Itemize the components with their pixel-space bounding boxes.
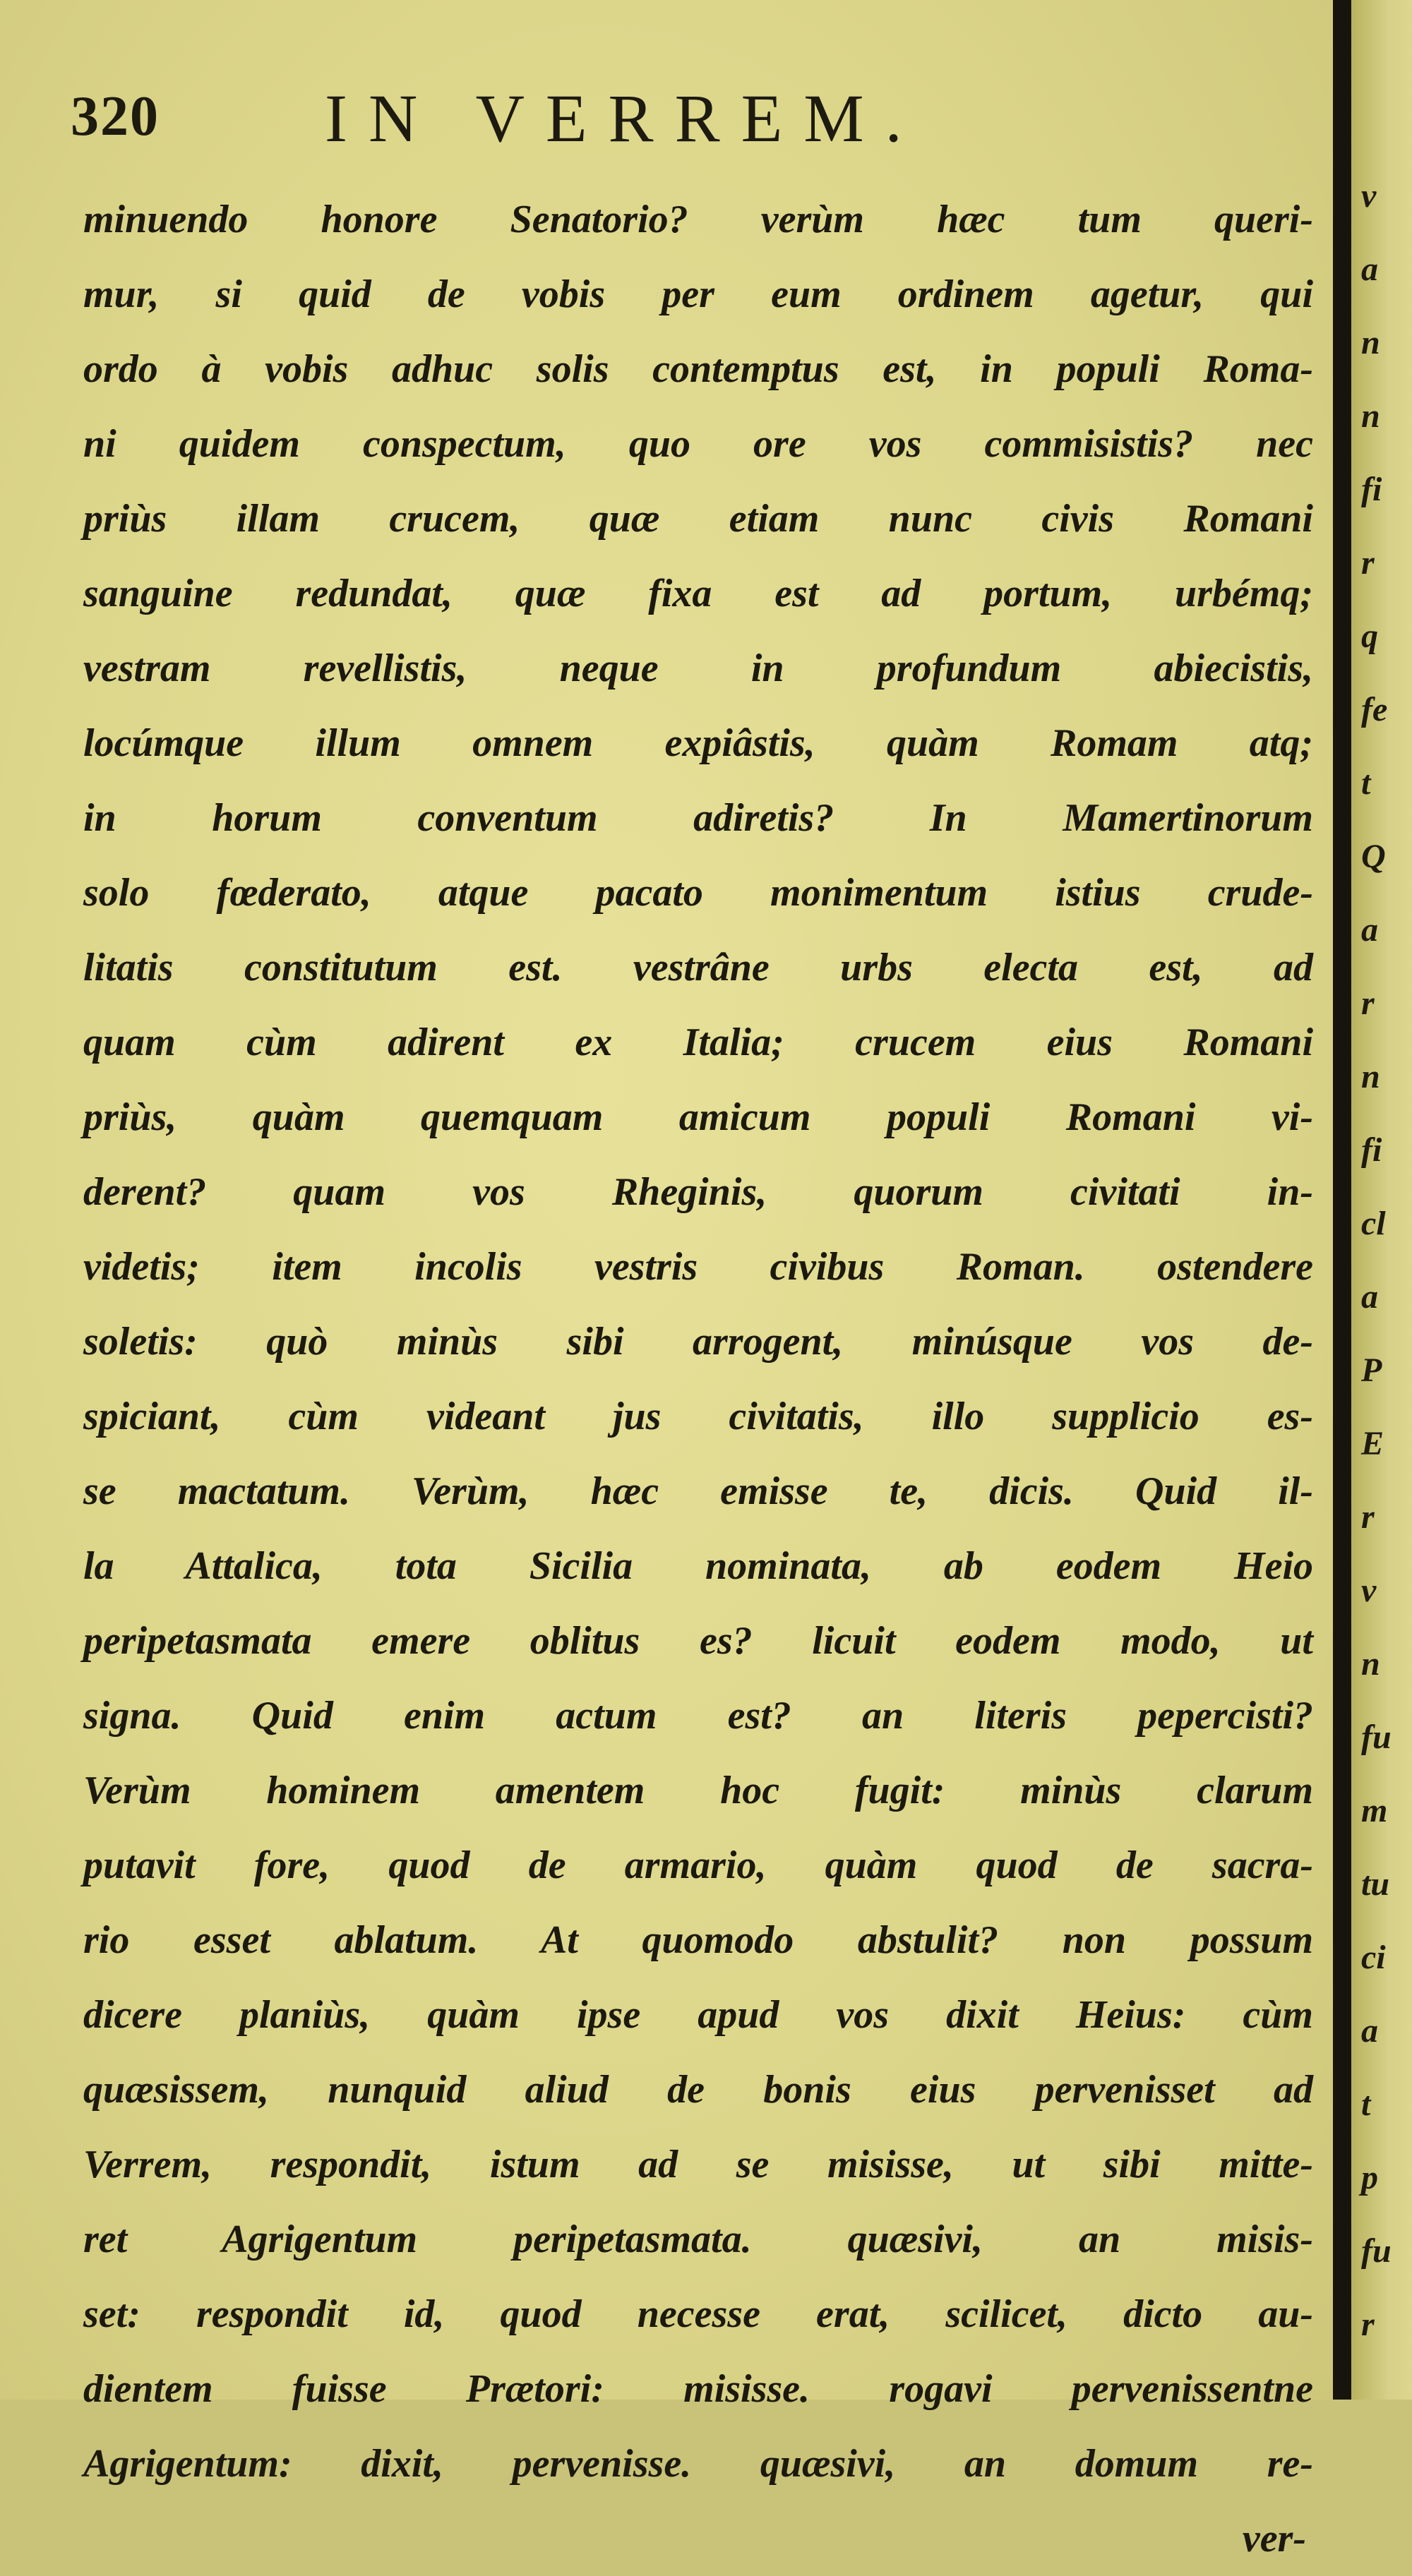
adjacent-page-fragment: fi (1361, 471, 1382, 508)
adjacent-page-fragment: fu (1361, 2232, 1392, 2270)
adjacent-page-fragment: v (1361, 177, 1377, 215)
adjacent-page-fragment: r (1361, 985, 1375, 1022)
adjacent-page-fragment: fu (1361, 1719, 1392, 1756)
text-line: ret Agrigentum peripetasmata. quæsivi, an misis- (83, 2217, 1313, 2261)
text-line: priùs, quàm quemquam amicum populi Romani vi- (83, 1095, 1313, 1139)
adjacent-page-fragment: v (1361, 1572, 1377, 1609)
adjacent-page-fragment: P (1361, 1352, 1382, 1389)
text-line: quæsissem, nunquid aliud de bonis eius pervenisset ad (83, 2068, 1313, 2112)
running-title: IN VERREM. (325, 80, 923, 156)
text-line: ni quidem conspectum, quo ore vos commisistis? nec (83, 422, 1313, 466)
body-text (83, 182, 1313, 2576)
adjacent-page-fragment: a (1361, 1278, 1378, 1316)
adjacent-page-fragment: r (1361, 2306, 1375, 2343)
adjacent-page-fragment: n (1361, 1058, 1380, 1095)
text-line: minuendo honore Senatorio? verùm hæc tum queri- (83, 198, 1313, 241)
adjacent-page-fragment: E (1361, 1425, 1384, 1462)
text-line: quam cùm adirent ex Italia; crucem eius Romani (83, 1021, 1313, 1064)
text-line: in horum conventum adiretis? In Mamertinorum (83, 796, 1313, 840)
page-gutter-shadow (1333, 0, 1351, 2400)
text-line: derent? quam vos Rheginis, quorum civitati in- (83, 1170, 1313, 1214)
text-line: putavit fore, quod de armario, quàm quod de sacra- (83, 1843, 1313, 1887)
adjacent-page-fragment: cl (1361, 1205, 1386, 1242)
text-line: soletis: quò minùs sibi arrogent, minúsque vos de- (83, 1320, 1313, 1364)
adjacent-page-fragment: t (1361, 2086, 1371, 2123)
adjacent-page-fragment: q (1361, 618, 1378, 655)
text-line: peripetasmata emere oblitus es? licuit eodem modo, ut (83, 1619, 1313, 1663)
adjacent-page-fragment: fe (1361, 691, 1388, 728)
adjacent-page-fragment: m (1361, 1792, 1388, 1829)
text-line: signa. Quid enim actum est? an literis pepercisti? (83, 1694, 1313, 1738)
text-line: mur, si quid de vobis per eum ordinem agetur, qui (83, 272, 1313, 316)
adjacent-page-fragment: n (1361, 324, 1380, 361)
text-line: se mactatum. Verùm, hæc emisse te, dicis. Quid il- (83, 1469, 1313, 1513)
adjacent-page-fragment: a (1361, 2012, 1378, 2050)
adjacent-page-fragment: n (1361, 1645, 1380, 1683)
adjacent-page-fragment: a (1361, 911, 1378, 949)
adjacent-page-fragment: n (1361, 397, 1380, 435)
adjacent-page-edge (1351, 0, 1412, 2400)
text-line: la Attalica, tota Sicilia nominata, ab eodem Heio (83, 1544, 1313, 1588)
text-line: priùs illam crucem, quæ etiam nunc civis Romani (83, 497, 1313, 541)
page-header (71, 79, 1327, 164)
adjacent-page-fragment: r (1361, 544, 1375, 582)
text-line: Verùm hominem amentem hoc fugit: minùs clarum (83, 1769, 1313, 1812)
text-line: set: respondit id, quod necesse erat, scilicet, dicto au- (83, 2292, 1313, 2336)
text-line: videtis; item incolis vestris civibus Roman. ostendere (83, 1245, 1313, 1289)
text-line: vestram revellistis, neque in profundum abiecistis, (83, 646, 1313, 690)
text-line: dicere planiùs, quàm ipse apud vos dixit Heius: cùm (83, 1993, 1313, 2037)
adjacent-page-fragment: p (1361, 2159, 1378, 2196)
adjacent-page-fragment: fi (1361, 1131, 1382, 1169)
text-line: spiciant, cùm videant jus civitatis, illo supplicio es- (83, 1395, 1313, 1438)
text-line: sanguine redundat, quæ fixa est ad portum, urbémq; (83, 572, 1313, 615)
text-line: Verrem, respondit, istum ad se misisse, ut sibi mitte- (83, 2143, 1313, 2186)
catchword: ver- (1242, 2517, 1306, 2560)
text-line: dientem fuisse Prætori: misisse. rogavi pervenissentne (83, 2367, 1313, 2411)
adjacent-page-fragment: a (1361, 251, 1378, 288)
text-line: locúmque illum omnem expiâstis, quàm Romam atq; (83, 721, 1313, 765)
adjacent-page-fragment: r (1361, 1498, 1375, 1536)
page-number: 320 (71, 85, 160, 148)
text-line: Agrigentum: dixit, pervenisse. quæsivi, an domum re- (83, 2442, 1313, 2486)
text-line: rio esset ablatum. At quomodo abstulit? non possum (83, 1918, 1313, 1962)
adjacent-page-fragment: t (1361, 764, 1371, 802)
text-line: solo fœderato, atque pacato monimentum istius crude- (83, 871, 1313, 915)
text-line: litatis constitutum est. vestrâne urbs electa est, ad (83, 946, 1313, 989)
text-line: ordo à vobis adhuc solis contemptus est, in populi Roma- (83, 347, 1313, 391)
adjacent-page-fragment: ci (1361, 1939, 1386, 1976)
adjacent-page-fragment: Q (1361, 838, 1386, 875)
adjacent-page-fragment: tu (1361, 1865, 1390, 1903)
